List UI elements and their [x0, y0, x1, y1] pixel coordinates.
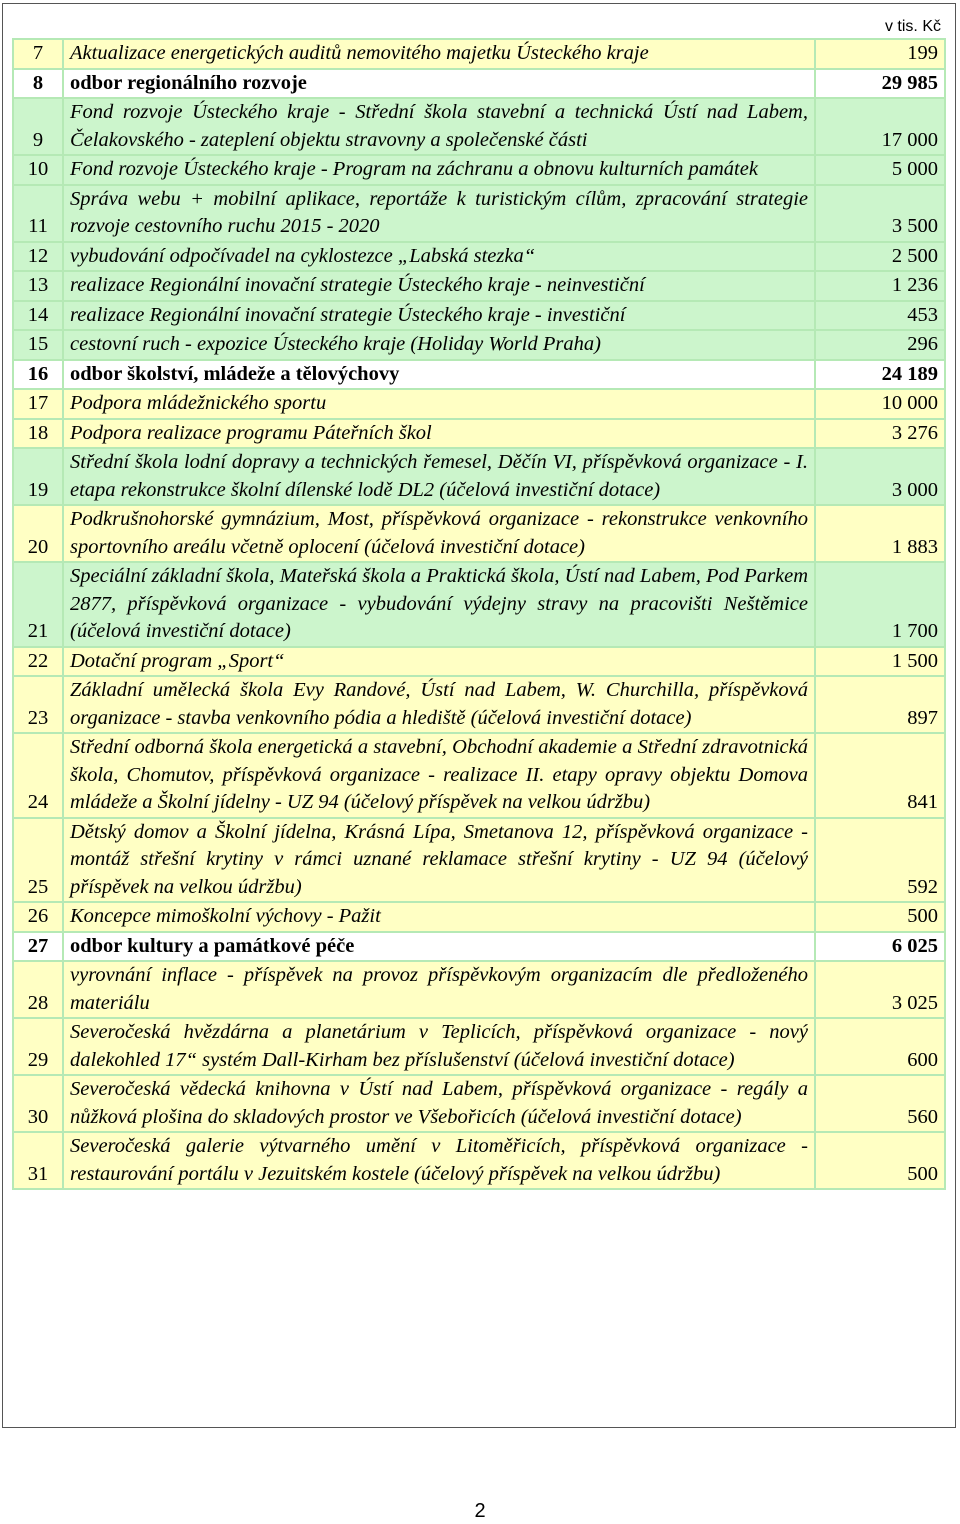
- row-description: odbor regionálního rozvoje: [63, 69, 815, 99]
- row-number: 25: [13, 818, 63, 903]
- row-description: Správa webu + mobilní aplikace, reportáže k turistickým cílům, zpracování strategie rozvoje cestovního ruchu 2015 - 2020: [63, 185, 815, 242]
- row-number: 12: [13, 242, 63, 272]
- row-description: Podpora mládežnického sportu: [63, 389, 815, 419]
- row-number: 7: [13, 39, 63, 69]
- table-row: [13, 242, 945, 272]
- row-amount: 17 000: [815, 98, 945, 155]
- row-amount: 897: [815, 676, 945, 733]
- row-number: 23: [13, 676, 63, 733]
- row-description: vybudování odpočívadel na cyklostezce „Labská stezka“: [63, 242, 815, 272]
- row-description: realizace Regionální inovační strategie Ústeckého kraje - investiční: [63, 301, 815, 331]
- row-description: Střední škola lodní dopravy a technických řemesel, Děčín VI, příspěvková organizace - I. etapa rekonstrukce školní dílenské lodě DL2 (účelová investiční dotace): [63, 448, 815, 505]
- row-amount: 1 236: [815, 271, 945, 301]
- row-description: realizace Regionální inovační strategie Ústeckého kraje - neinvestiční: [63, 271, 815, 301]
- row-amount: 6 025: [815, 932, 945, 962]
- row-amount: 841: [815, 733, 945, 818]
- row-amount: 3 500: [815, 185, 945, 242]
- row-amount: 10 000: [815, 389, 945, 419]
- row-description: Fond rozvoje Ústeckého kraje - Program na záchranu a obnovu kulturních památek: [63, 155, 815, 185]
- table-row: [13, 562, 945, 647]
- row-number: 9: [13, 98, 63, 155]
- table-row: [13, 448, 945, 505]
- table-row: [13, 1075, 945, 1132]
- row-description: Dotační program „Sport“: [63, 647, 815, 677]
- row-amount: 24 189: [815, 360, 945, 390]
- row-number: 31: [13, 1132, 63, 1189]
- table-row: [13, 301, 945, 331]
- table-row: [13, 818, 945, 903]
- row-description: vyrovnání inflace - příspěvek na provoz příspěvkovým organizacím dle předloženého materiálu: [63, 961, 815, 1018]
- table-row: [13, 676, 945, 733]
- row-amount: 600: [815, 1018, 945, 1075]
- table-row: [13, 1018, 945, 1075]
- row-number: 26: [13, 902, 63, 932]
- table-row: [13, 185, 945, 242]
- budget-table: [12, 38, 946, 1190]
- row-description: Speciální základní škola, Mateřská škola a Praktická škola, Ústí nad Labem, Pod Parkem 2877, příspěvková organizace - vybudování výdejny stravy na pracovišti Neštěmice (účelová investiční dotace): [63, 562, 815, 647]
- row-number: 18: [13, 419, 63, 449]
- row-description: Dětský domov a Školní jídelna, Krásná Lípa, Smetanova 12, příspěvková organizace - montáž střešní krytiny v rámci uznané reklamace střešní krytiny - UZ 94 (účelový příspěvek na velkou údržbu): [63, 818, 815, 903]
- row-amount: 2 500: [815, 242, 945, 272]
- row-description: Podpora realizace programu Páteřních škol: [63, 419, 815, 449]
- row-number: 15: [13, 330, 63, 360]
- row-description: Severočeská hvězdárna a planetárium v Teplicích, příspěvková organizace - nový dalekohled 17“ systém Dall-Kirham bez příslušenství (účelová investiční dotace): [63, 1018, 815, 1075]
- row-description: Aktualizace energetických auditů nemovitého majetku Ústeckého kraje: [63, 39, 815, 69]
- row-number: 10: [13, 155, 63, 185]
- row-description: Koncepce mimoškolní výchovy - Pažit: [63, 902, 815, 932]
- row-description: Severočeská vědecká knihovna v Ústí nad Labem, příspěvková organizace - regály a nůžková plošina do skladových prostor ve Všebořicích (účelová investiční dotace): [63, 1075, 815, 1132]
- row-description: Střední odborná škola energetická a stavební, Obchodní akademie a Střední zdravotnická škola, Chomutov, příspěvková organizace - realizace II. etapy opravy objektu Domova mládeže a Školní jídelny - UZ 94 (účelový příspěvek na velkou údržbu): [63, 733, 815, 818]
- row-number: 8: [13, 69, 63, 99]
- row-description: cestovní ruch - expozice Ústeckého kraje (Holiday World Praha): [63, 330, 815, 360]
- unit-label: v tis. Kč: [884, 18, 941, 35]
- row-amount: 453: [815, 301, 945, 331]
- row-number: 21: [13, 562, 63, 647]
- table-row: [13, 389, 945, 419]
- row-amount: 500: [815, 1132, 945, 1189]
- row-number: 20: [13, 505, 63, 562]
- row-number: 24: [13, 733, 63, 818]
- row-amount: 592: [815, 818, 945, 903]
- table-row: [13, 271, 945, 301]
- row-amount: 3 276: [815, 419, 945, 449]
- row-number: 27: [13, 932, 63, 962]
- row-number: 19: [13, 448, 63, 505]
- table-row: [13, 932, 945, 962]
- row-description: odbor kultury a památkové péče: [63, 932, 815, 962]
- row-description: Podkrušnohorské gymnázium, Most, příspěvková organizace - rekonstrukce venkovního sportovního areálu včetně oplocení (účelová investiční dotace): [63, 505, 815, 562]
- row-number: 16: [13, 360, 63, 390]
- row-number: 30: [13, 1075, 63, 1132]
- row-number: 22: [13, 647, 63, 677]
- table-row: [13, 733, 945, 818]
- table-row: [13, 902, 945, 932]
- row-amount: 560: [815, 1075, 945, 1132]
- row-amount: 3 025: [815, 961, 945, 1018]
- row-amount: 1 883: [815, 505, 945, 562]
- row-amount: 3 000: [815, 448, 945, 505]
- row-amount: 199: [815, 39, 945, 69]
- row-description: Základní umělecká škola Evy Randové, Ústí nad Labem, W. Churchilla, příspěvková organizace - stavba venkovního pódia a hlediště (účelová investiční dotace): [63, 676, 815, 733]
- budget-table-body: [13, 39, 945, 1189]
- row-description: Severočeská galerie výtvarného umění v Litoměřicích, příspěvková organizace - restaurování portálu v Jezuitském kostele (účelový příspěvek na velkou údržbu): [63, 1132, 815, 1189]
- table-row: [13, 39, 945, 69]
- table-row: [13, 419, 945, 449]
- row-amount: 1 500: [815, 647, 945, 677]
- row-number: 13: [13, 271, 63, 301]
- row-amount: 5 000: [815, 155, 945, 185]
- row-amount: 500: [815, 902, 945, 932]
- table-row: [13, 1132, 945, 1189]
- table-row: [13, 647, 945, 677]
- row-amount: 296: [815, 330, 945, 360]
- table-row: [13, 98, 945, 155]
- table-row: [13, 69, 945, 99]
- table-row: [13, 330, 945, 360]
- row-number: 28: [13, 961, 63, 1018]
- row-number: 29: [13, 1018, 63, 1075]
- row-amount: 29 985: [815, 69, 945, 99]
- row-description: odbor školství, mládeže a tělovýchovy: [63, 360, 815, 390]
- row-description: Fond rozvoje Ústeckého kraje - Střední škola stavební a technická Ústí nad Labem, Čelakovského - zateplení objektu stravovny a společenské části: [63, 98, 815, 155]
- row-number: 17: [13, 389, 63, 419]
- table-row: [13, 961, 945, 1018]
- table-row: [13, 155, 945, 185]
- row-number: 11: [13, 185, 63, 242]
- table-row: [13, 505, 945, 562]
- row-amount: 1 700: [815, 562, 945, 647]
- page-number: 2: [474, 1500, 486, 1522]
- row-number: 14: [13, 301, 63, 331]
- table-row: [13, 360, 945, 390]
